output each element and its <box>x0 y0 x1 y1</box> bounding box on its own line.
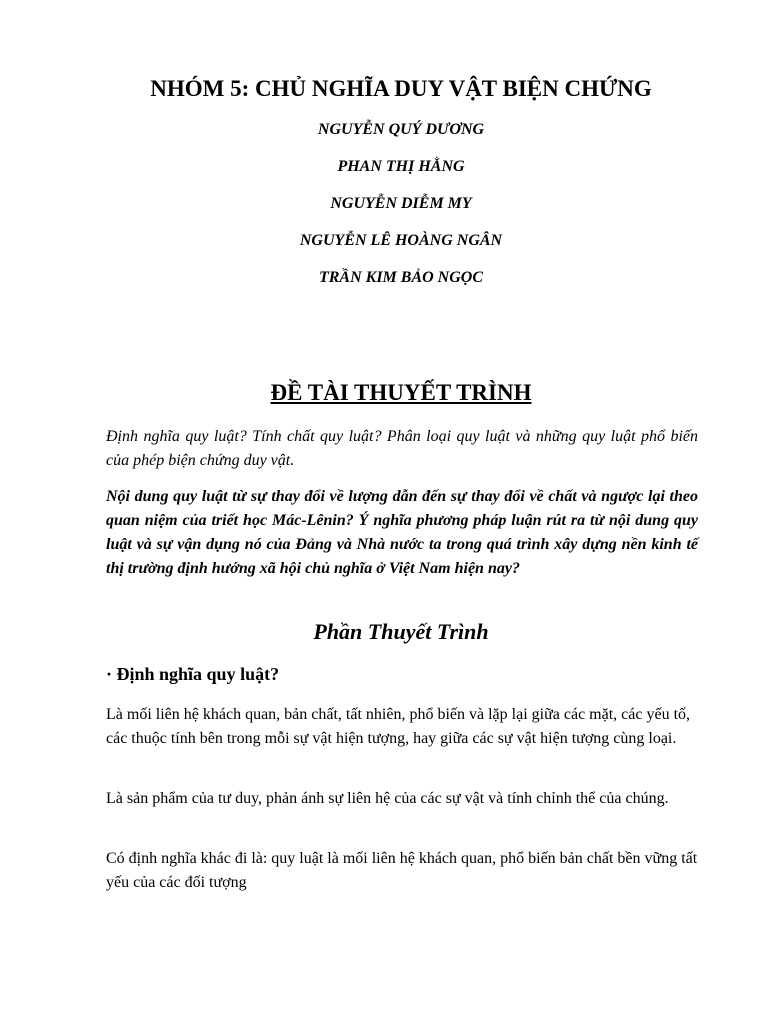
member-name: NGUYỄN QUÝ DƯƠNG <box>317 121 485 138</box>
body-paragraph: Là mối liên hệ khách quan, bản chất, tất nhiên, phổ biến và lặp lại giữa các mặt, các yếu tố, các thuộc tính bên trong mỗi sự vật hiện tượng, hay giữa các sự vật hiện tượng cùng loại. <box>106 706 691 747</box>
topic-paragraph: Định nghĩa quy luật? Tính chất quy luật? Phân loại quy luật và những quy luật phổ biến của phép biện chứng duy vật. <box>106 428 698 469</box>
body-paragraph: Có định nghĩa khác đi là: quy luật là mối liên hệ khách quan, phổ biến bản chất bền vững tất yếu của các đối tượng <box>106 850 698 891</box>
member-list <box>0 119 768 304</box>
member-name: TRẦN KIM BẢO NGỌC <box>318 269 484 286</box>
topic-paragraph: Nội dung quy luật từ sự thay đổi về lượng dẫn đến sự thay đổi về chất và ngược lại theo quan niệm của triết học Mác-Lênin? Ý nghĩa phương pháp luận rút ra từ nội dung quy luật và sự vận dụng nó của Đảng và Nhà nước ta trong quá trình xây dựng nền kinh tế thị trường định hướng xã hội chủ nghĩa ở Việt Nam hiện nay? <box>106 488 698 577</box>
sub-heading: · Định nghĩa quy luật? <box>106 664 280 684</box>
body-paragraph: Là sản phẩm của tư duy, phản ánh sự liên hệ của các sự vật và tính chỉnh thể của chúng. <box>106 790 669 807</box>
member-name: NGUYỄN DIỄM MY <box>330 195 472 212</box>
page-title: NHÓM 5: CHỦ NGHĨA DUY VẬT BIỆN CHỨNG <box>150 76 652 101</box>
topic-heading: ĐỀ TÀI THUYẾT TRÌNH <box>270 380 532 405</box>
section-heading: Phần Thuyết Trình <box>313 619 489 644</box>
member-name: PHAN THỊ HẰNG <box>337 158 465 175</box>
member-name: NGUYỄN LÊ HOÀNG NGÂN <box>299 232 503 249</box>
